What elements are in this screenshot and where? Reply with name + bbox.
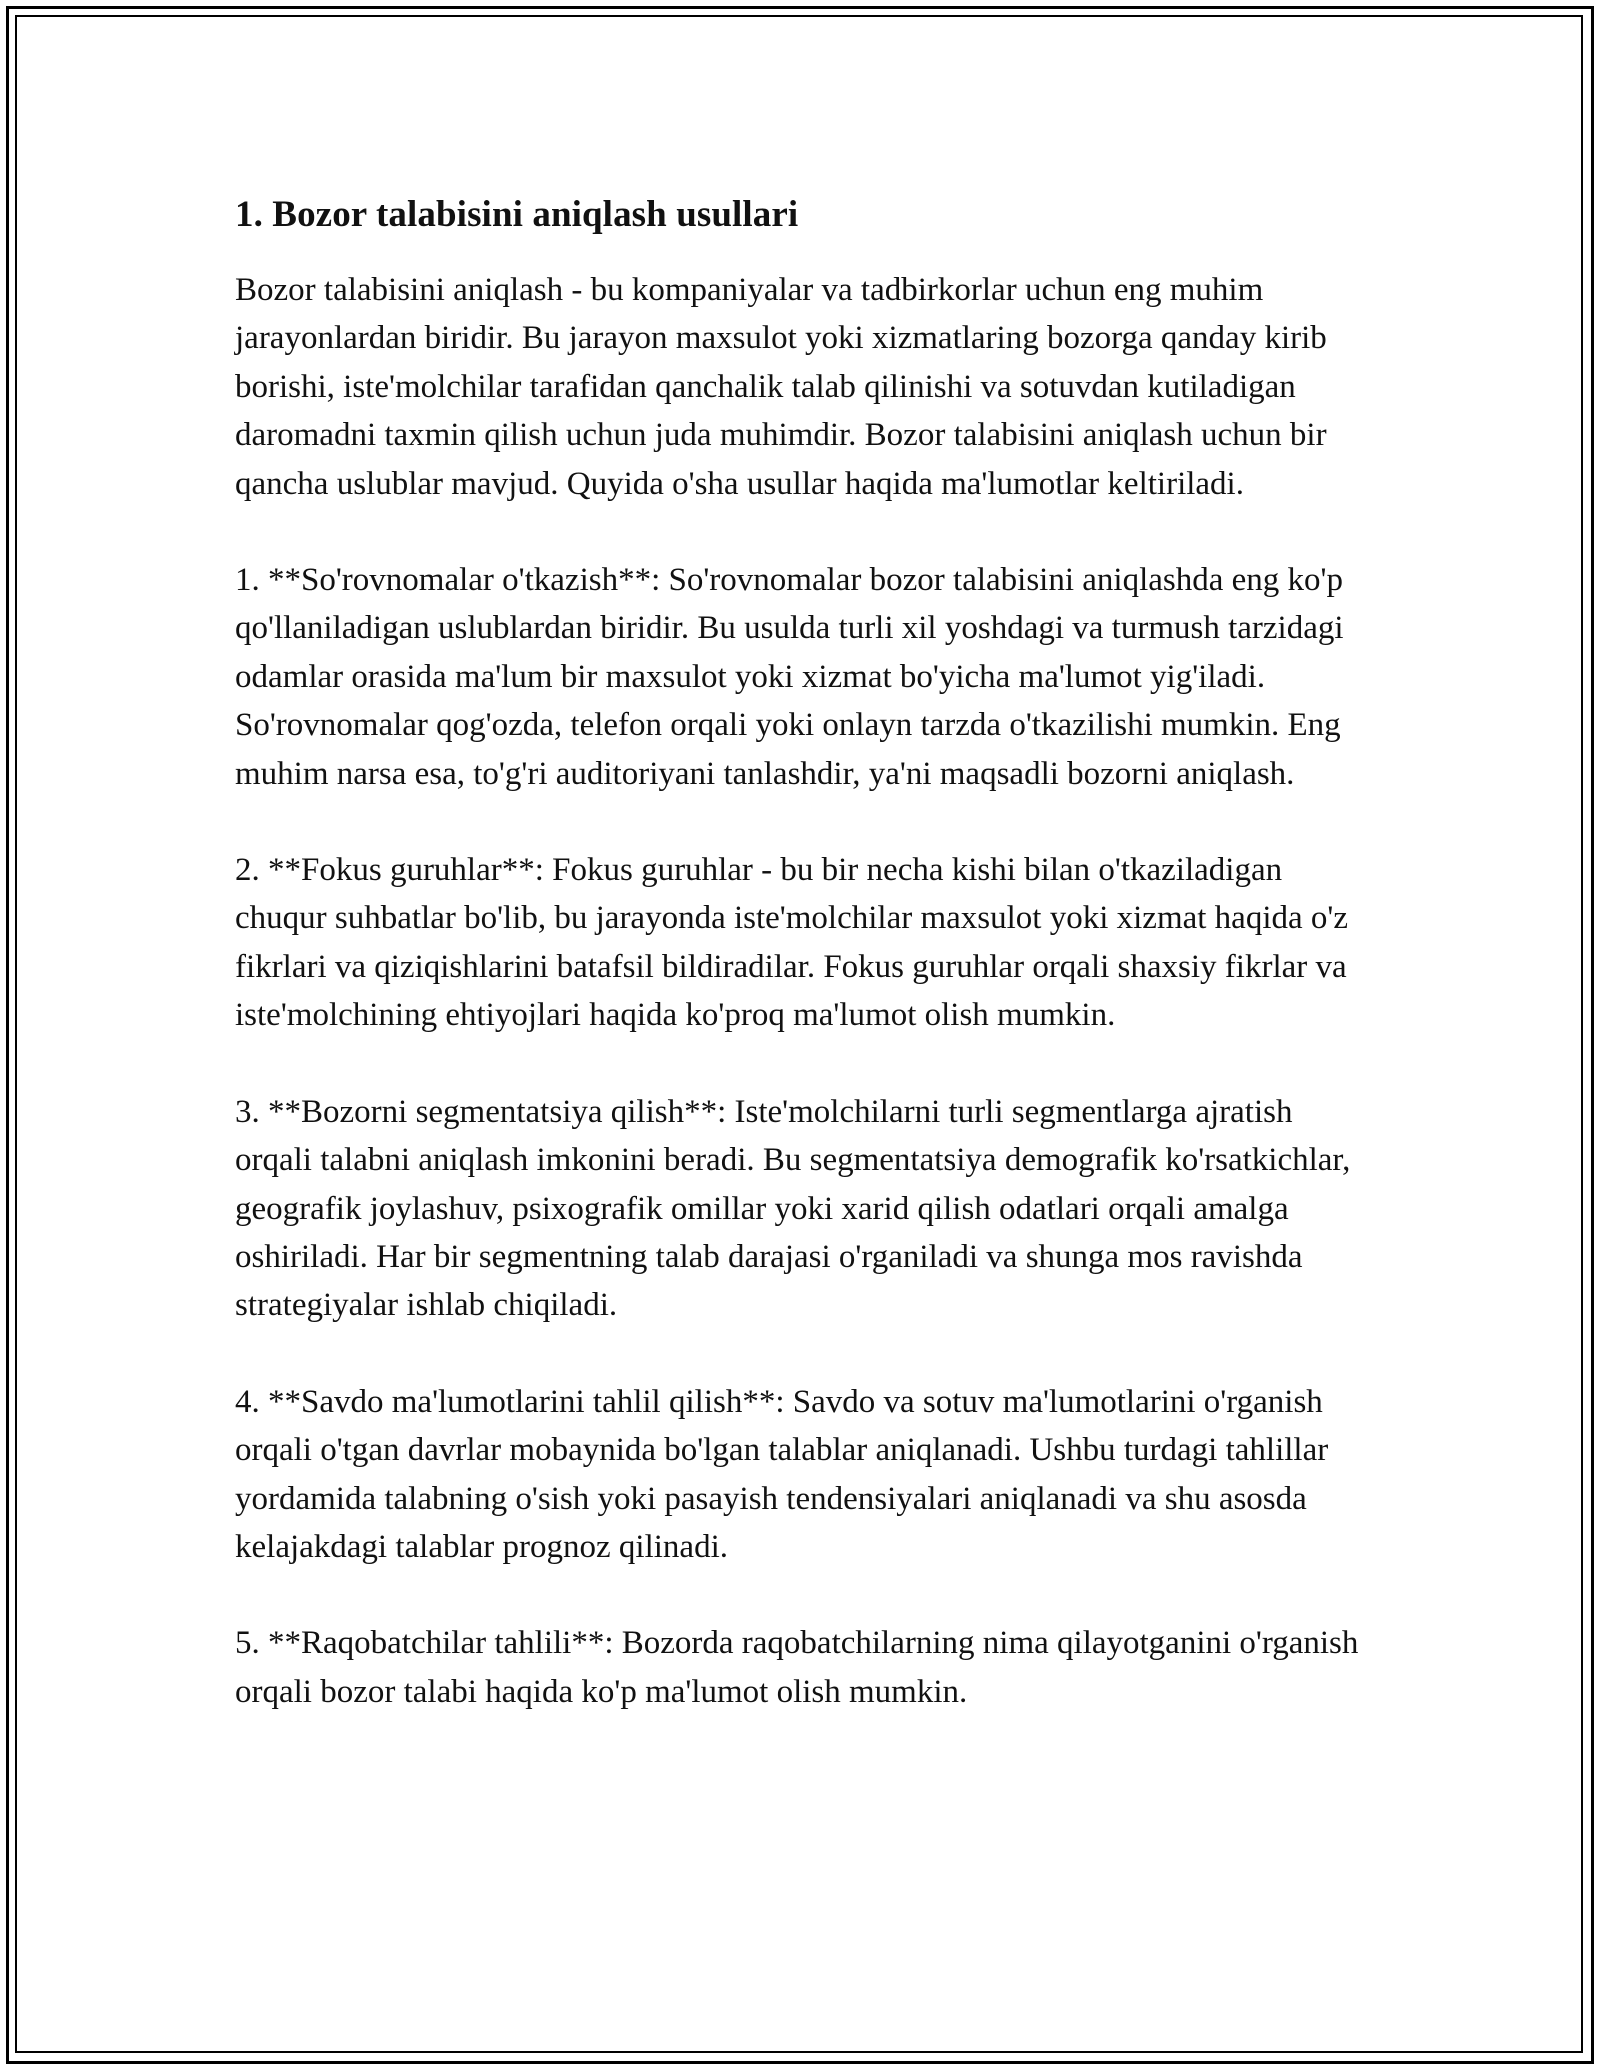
list-item-segmentation: 3. **Bozorni segmentatsiya qilish**: Iste'molchilarni turli segmentlarga ajratish orqali talabni aniqlash imkonini beradi. Bu segmentatsiya demografik ko'rsatkichlar, geografik joylashuv, psixografik omillar yoki xarid qilish odatlari orqali amalga oshiriladi. Har bir segmentning talab darajasi o'rganiladi va shunga mos ravishda strategiyalar ishlab chiqiladi. xyxy=(235,1093,1351,1324)
list-item-surveys: 1. **So'rovnomalar o'tkazish**: So'rovnomalar bozor talabisini aniqlashda eng ko'p qo'llaniladigan uslublardan biridir. Bu usulda turli xil yoshdagi va turmush tarzidagi odamlar orasida ma'lum bir maxsulot yoki xizmat bo'yicha ma'lumot yig'iladi. So'rovnomalar qog'ozda, telefon orqali yoki onlayn tarzda o'tkazilishi mumkin. Eng muhim narsa esa, to'g'ri auditoriyani tanlashdir, ya'ni maqsadli bozorni aniqlash. xyxy=(235,562,1344,792)
document-title: 1. Bozor talabisini aniqlash usullari xyxy=(235,194,799,235)
intro-paragraph: Bozor talabisini aniqlash - bu kompaniyalar va tadbirkorlar uchun eng muhim jarayonlardan biridir. Bu jarayon maxsulot yoki xizmatlaring bozorga qanday kirib borishi, iste'molchilar tarafidan qanchalik talab qilinishi va sotuvdan kutiladigan daromadni taxmin qilish uchun juda muhimdir. Bozor talabisini aniqlash uchun bir qancha uslublar mavjud. Quyida o'sha usullar haqida ma'lumotlar keltiriladi. xyxy=(235,272,1327,502)
list-item-sales-analysis: 4. **Savdo ma'lumotlarini tahlil qilish**: Savdo va sotuv ma'lumotlarini o'rganish orqali o'tgan davrlar mobaynida bo'lgan talablar aniqlanadi. Ushbu turdagi tahlillar yordamida talabning o'sish yoki pasayish tendensiyalari aniqlanadi va shu asosda kelajakdagi talablar prognoz qilinadi. xyxy=(235,1383,1329,1565)
list-item-focus-groups: 2. **Fokus guruhlar**: Fokus guruhlar - bu bir necha kishi bilan o'tkaziladigan chuqur suhbatlar bo'lib, bu jarayonda iste'molchilar maxsulot yoki xizmat haqida o'z fikrlari va qiziqishlarini batafsil bildiradilar. Fokus guruhlar orqali shaxsiy fikrlar va iste'molchining ehtiyojlari haqida ko'proq ma'lumot olish mumkin. xyxy=(235,852,1348,1034)
list-item-competitor-analysis: 5. **Raqobatchilar tahlili**: Bozorda raqobatchilarning nima qilayotganini o'rganish orqali bozor talabi haqida ko'p ma'lumot olish mumkin. xyxy=(235,1625,1359,1710)
document-body xyxy=(235,190,1375,1764)
